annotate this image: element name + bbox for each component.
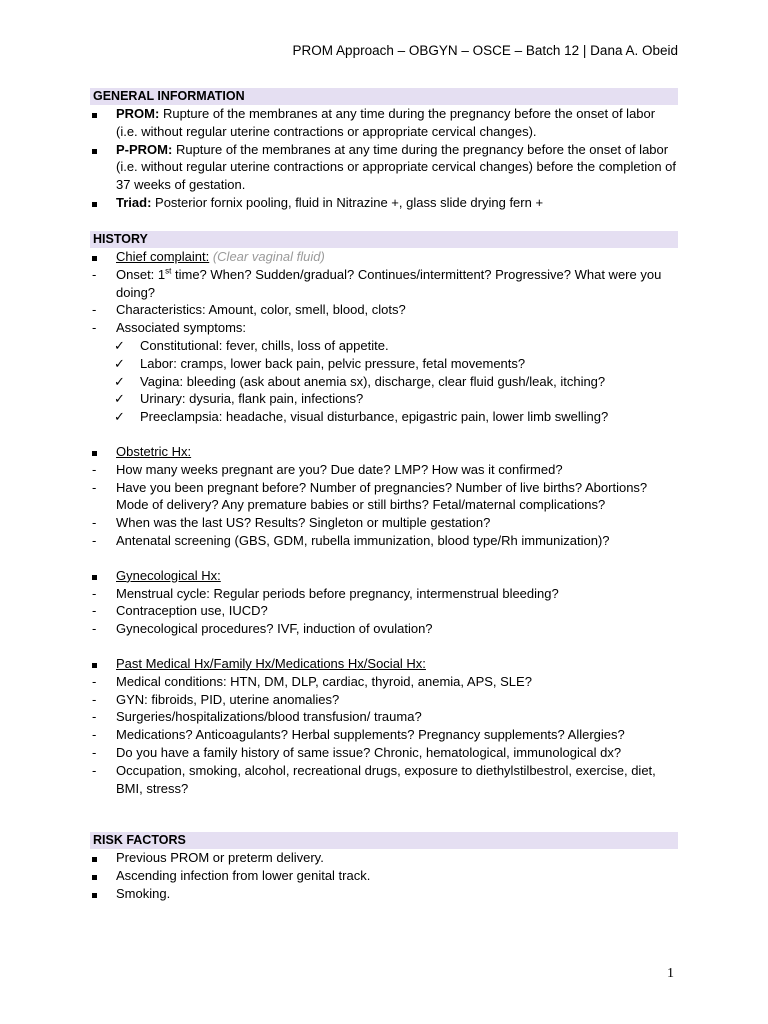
list-item-text: Menstrual cycle: Regular periods before pregnancy, intermenstrual bleeding? xyxy=(116,585,559,601)
checkmark-icon: ✓ xyxy=(114,409,125,425)
list-item xyxy=(90,655,678,673)
onset-sup: st xyxy=(165,266,172,276)
risk-factors-list xyxy=(90,849,678,902)
list-item xyxy=(90,373,678,391)
term-definition: Rupture of the membranes at any time during the pregnancy before the onset of labor (i.e. without regular uterine contractions or appropriate cervical changes). xyxy=(116,106,656,139)
past-medical-hx-heading: Past Medical Hx/Family Hx/Medications Hx/Social Hx: xyxy=(116,655,426,671)
dash-marker: - xyxy=(92,621,97,637)
checkmark-icon: ✓ xyxy=(114,355,125,371)
list-item xyxy=(90,602,678,620)
risk-factors-section xyxy=(90,832,678,902)
dash-marker: - xyxy=(92,603,97,619)
list-item xyxy=(90,691,678,709)
list-item xyxy=(90,461,678,479)
onset-label: Onset: xyxy=(116,266,155,282)
list-item-text: GYN: fibroids, PID, uterine anomalies? xyxy=(116,691,340,707)
onset-text: time? When? Sudden/gradual? Continues/intermittent? Progressive? What were you doing? xyxy=(116,266,662,300)
list-item-text: Medical conditions: HTN, DM, DLP, cardiac, thyroid, anemia, APS, SLE? xyxy=(116,673,532,689)
characteristics-text: Amount, color, smell, blood, clots? xyxy=(205,302,406,318)
list-item xyxy=(90,337,678,355)
list-item xyxy=(90,532,678,550)
list-item-text: Smoking. xyxy=(116,885,171,901)
list-item xyxy=(90,479,678,515)
list-item xyxy=(90,514,678,532)
list-item-text: Ascending infection from lower genital track. xyxy=(116,867,371,883)
list-item xyxy=(90,390,678,408)
dash-marker: - xyxy=(92,515,97,531)
list-item-text: Urinary: dysuria, flank pain, infections? xyxy=(140,391,364,407)
list-item-text: Medications? Anticoagulants? Herbal supplements? Pregnancy supplements? Allergies? xyxy=(116,727,625,743)
list-item-text: Vagina: bleeding (ask about anemia sx), discharge, clear fluid gush/leak, itching? xyxy=(140,373,606,389)
list-item xyxy=(90,708,678,726)
list-item xyxy=(90,141,678,194)
list-item xyxy=(90,849,678,867)
list-item xyxy=(90,673,678,691)
dash-marker: - xyxy=(92,727,97,743)
term-label: PROM: xyxy=(116,106,160,121)
characteristics-label: Characteristics: xyxy=(116,302,206,318)
list-item xyxy=(90,301,678,319)
list-item xyxy=(90,885,678,903)
dash-marker: - xyxy=(92,479,97,495)
checkmark-icon: ✓ xyxy=(114,373,125,389)
associated-symptoms-label: Associated symptoms: xyxy=(116,320,247,336)
general-information-section xyxy=(90,88,678,212)
bullet-icon xyxy=(92,443,97,461)
list-item xyxy=(90,867,678,885)
list-item-text: Gynecological procedures? IVF, induction of ovulation? xyxy=(116,621,433,637)
gynecological-hx-list xyxy=(90,585,678,638)
list-item-text: Previous PROM or preterm delivery. xyxy=(116,850,324,865)
gynecological-hx-heading: Gynecological Hx: xyxy=(116,567,221,583)
list-item xyxy=(90,443,678,461)
bullet-icon xyxy=(92,655,97,673)
list-item xyxy=(90,620,678,638)
history-section xyxy=(90,231,678,797)
bullet-icon xyxy=(92,567,97,585)
list-item-text: When was the last US? Results? Singleton or multiple gestation? xyxy=(116,515,491,531)
chief-complaint-value: (Clear vaginal fluid) xyxy=(212,249,325,264)
list-item xyxy=(90,248,678,266)
bullet-icon xyxy=(92,849,97,867)
list-item xyxy=(90,726,678,744)
dash-marker: - xyxy=(92,744,97,760)
list-item-text: Preeclampsia: headache, visual disturbance, epigastric pain, lower limb swelling? xyxy=(140,409,609,425)
dash-marker: - xyxy=(92,673,97,689)
list-item-text: Have you been pregnant before? Number of pregnancies? Number of live births? Abortions? Mode of delivery? Any premature babies or still births? Fetal/maternal complications? xyxy=(116,479,648,513)
list-item-text: Labor: cramps, lower back pain, pelvic pressure, fetal movements? xyxy=(140,355,526,371)
list-item xyxy=(90,319,678,337)
bullet-icon xyxy=(92,194,97,212)
chief-complaint-label: Chief complaint: xyxy=(116,249,210,264)
past-medical-hx-list xyxy=(90,673,678,798)
obstetric-hx-list xyxy=(90,461,678,550)
page-number: 1 xyxy=(667,966,674,981)
obstetric-hx-heading: Obstetric Hx: xyxy=(116,443,192,459)
dash-marker: - xyxy=(92,532,97,548)
list-item xyxy=(90,105,678,141)
list-item xyxy=(90,194,678,212)
checkmark-icon: ✓ xyxy=(114,391,125,407)
section-heading: GENERAL INFORMATION xyxy=(90,88,678,105)
bullet-icon xyxy=(92,248,97,266)
dash-marker: - xyxy=(92,691,97,707)
list-item xyxy=(90,585,678,603)
section-heading: RISK FACTORS xyxy=(90,832,678,849)
list-item xyxy=(90,762,678,798)
list-item-text: Occupation, smoking, alcohol, recreational drugs, exposure to diethylstilbestrol, exercise, diet, BMI, stress? xyxy=(116,762,656,796)
bullet-icon xyxy=(92,105,97,123)
list-item xyxy=(90,567,678,585)
dash-marker: - xyxy=(92,266,97,282)
dash-marker: - xyxy=(92,302,97,318)
bullet-icon xyxy=(92,867,97,885)
list-item xyxy=(90,408,678,426)
list-item-text: Antenatal screening (GBS, GDM, rubella immunization, blood type/Rh immunization)? xyxy=(116,532,610,548)
dash-marker: - xyxy=(92,461,97,477)
list-item xyxy=(90,355,678,373)
term-definition: Posterior fornix pooling, fluid in Nitrazine +, glass slide drying fern + xyxy=(151,194,544,210)
bullet-icon xyxy=(92,885,97,903)
list-item-text: Constitutional: fever, chills, loss of appetite. xyxy=(140,337,389,353)
list-item xyxy=(90,744,678,762)
list-item-text: Do you have a family history of same issue? Chronic, hematological, immunological dx? xyxy=(116,744,622,760)
associated-symptoms-list xyxy=(90,337,678,426)
checkmark-icon: ✓ xyxy=(114,337,125,353)
term-label: P-PROM: xyxy=(116,141,173,157)
term-definition: Rupture of the membranes at any time during the pregnancy before the onset of labor (i.e. without regular uterine contractions or appropriate cervical changes) before the completion of 37 weeks of gestation. xyxy=(116,141,677,193)
dash-marker: - xyxy=(92,709,97,725)
dash-marker: - xyxy=(92,762,97,778)
section-heading: HISTORY xyxy=(90,231,678,248)
page-header: PROM Approach – OBGYN – OSCE – Batch 12 | Dana A. Obeid xyxy=(292,43,678,58)
dash-marker: - xyxy=(92,320,97,336)
list-item-text: How many weeks pregnant are you? Due date? LMP? How was it confirmed? xyxy=(116,461,563,477)
term-label: Triad: xyxy=(116,194,152,210)
bullet-icon xyxy=(92,141,97,159)
list-item xyxy=(90,266,678,302)
dash-marker: - xyxy=(92,585,97,601)
list-item-text: Surgeries/hospitalizations/blood transfusion/ trauma? xyxy=(116,709,422,725)
onset-prefix: 1 xyxy=(154,266,166,282)
list-item-text: Contraception use, IUCD? xyxy=(116,603,268,619)
